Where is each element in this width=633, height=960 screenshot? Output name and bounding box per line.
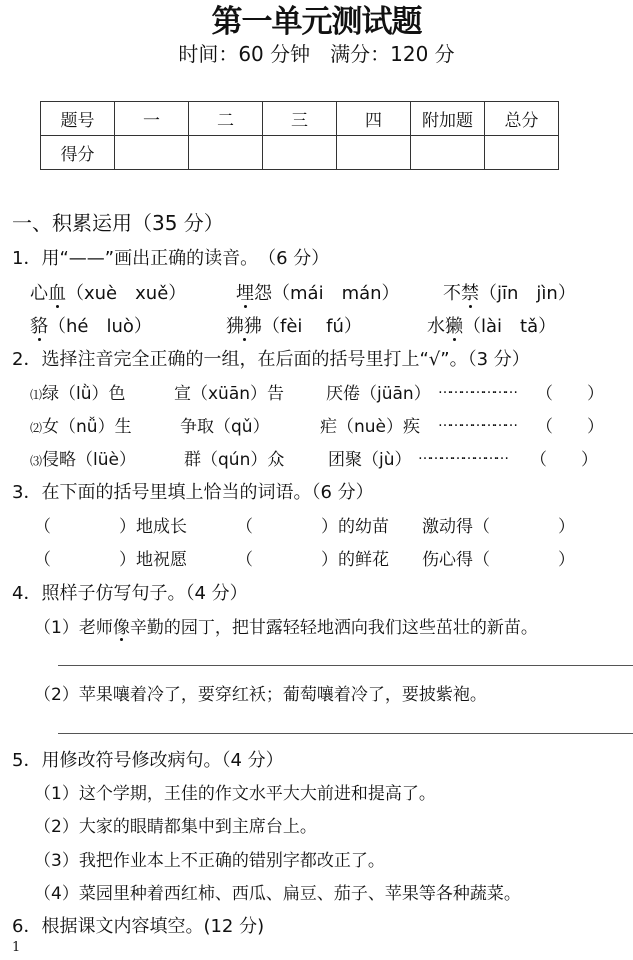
- q2-answer-blank[interactable]: （ ）: [536, 384, 604, 404]
- q5-sentence: （3）我把作业本上不正确的错别字都改正了。: [34, 851, 385, 871]
- page-number: 1: [12, 940, 21, 955]
- page-title: 第一单元测试题: [211, 4, 422, 40]
- question-2-prompt: 2．选择注音完全正确的一组，在后面的括号里打上“√”。（3 分）: [12, 349, 530, 370]
- q1-item-text: 水: [427, 316, 445, 337]
- q2-option-c: 疟（nuè）疾: [320, 417, 421, 437]
- question-6-prompt: 6．根据课文内容填空。(12 分): [12, 916, 265, 937]
- score-cell[interactable]: [337, 136, 411, 170]
- q1-item: [443, 279, 576, 305]
- q2-row: [30, 445, 136, 470]
- emphasized-char: 貉: [30, 312, 48, 338]
- emphasized-char: 血: [48, 279, 66, 305]
- q3-blank-item[interactable]: 伤心得（ ）: [422, 550, 575, 570]
- section-heading: 一、积累运用（35 分）: [12, 211, 224, 235]
- q5-sentence: （2）大家的眼睛都集中到主席台上。: [34, 817, 317, 837]
- score-label-cell: 得分: [41, 136, 115, 170]
- score-table-header-row: [41, 102, 559, 136]
- q2-option-b: 群（qún）众: [184, 450, 285, 470]
- q3-blank-item[interactable]: （ ）地祝愿: [34, 550, 187, 570]
- q2-row: [30, 412, 132, 437]
- q2-answer-blank[interactable]: （ ）: [530, 450, 598, 470]
- q2-option-b: 宣（xüān）告: [174, 384, 285, 404]
- q2-row-label: ⑶: [30, 454, 43, 468]
- header-cell: 题号: [41, 102, 115, 136]
- question-3-prompt: 3．在下面的括号里填上恰当的词语。（6 分）: [12, 482, 374, 503]
- pinyin-options: （xuè xuě）: [66, 283, 187, 304]
- q1-item-text: 不: [443, 283, 461, 304]
- score-table: [40, 101, 559, 170]
- header-cell: 附加题: [411, 102, 485, 136]
- q2-row-label: ⑴: [30, 388, 43, 402]
- pinyin-options: （hé luò）: [48, 316, 152, 337]
- q4-example-sentence-2: （2）苹果嚷着冷了，要穿红袄；葡萄嚷着冷了，要披紫袍。: [34, 685, 487, 705]
- q2-option-c: 团聚（jù）: [328, 450, 412, 470]
- pinyin-options: （lài tǎ）: [463, 316, 557, 337]
- q2-option-a: 侵略（lüè）: [42, 450, 136, 470]
- header-cell: 总分: [485, 102, 559, 136]
- score-cell[interactable]: [263, 136, 337, 170]
- exam-info: 时间：60 分钟 满分：120 分: [178, 42, 455, 66]
- score-cell[interactable]: [189, 136, 263, 170]
- pinyin-options: （mái mán）: [272, 283, 400, 304]
- q1-item-text: 心: [30, 283, 48, 304]
- emphasized-char: 獭: [445, 312, 463, 338]
- pinyin-options: （fèi fú）: [262, 316, 362, 337]
- q2-option-c: 厌倦（jüān）: [326, 384, 431, 404]
- question-5-prompt: 5．用修改符号修改病句。（4 分）: [12, 750, 284, 771]
- pinyin-options: （jīn jìn）: [479, 283, 576, 304]
- q3-blank-item[interactable]: （ ）地成长: [34, 517, 187, 537]
- emphasized-char: 狒狒: [226, 312, 262, 338]
- q2-option-b: 争取（qǔ）: [180, 417, 270, 437]
- q1-item: [226, 312, 362, 338]
- header-cell: 三: [263, 102, 337, 136]
- q1-item: [30, 279, 186, 305]
- header-cell: 一: [115, 102, 189, 136]
- q1-item: [236, 279, 400, 305]
- q4-sentence-text: （1）老师: [34, 618, 113, 638]
- answer-line[interactable]: [58, 733, 633, 734]
- answer-line[interactable]: [58, 665, 633, 666]
- q1-item: [30, 312, 152, 338]
- q4-example-sentence-1: [34, 613, 538, 638]
- q2-leader-dots: …………………: [438, 381, 515, 397]
- q3-blank-item[interactable]: 激动得（ ）: [422, 517, 575, 537]
- q3-blank-item[interactable]: （ ）的鲜花: [236, 550, 389, 570]
- q2-option-a: 绿（lǜ）色: [42, 384, 126, 404]
- score-cell[interactable]: [411, 136, 485, 170]
- q5-sentence: （1）这个学期，王佳的作文水平大大前进和提高了。: [34, 784, 436, 804]
- emphasized-char: 像: [113, 613, 130, 638]
- q2-leader-dots: ……………………: [418, 447, 506, 463]
- q2-row-label: ⑵: [30, 421, 43, 435]
- emphasized-char: 埋: [236, 279, 254, 305]
- q2-option-a: 女（nǚ）生: [42, 417, 132, 437]
- q2-answer-blank[interactable]: （ ）: [536, 417, 604, 437]
- question-4-prompt: 4．照样子仿写句子。（4 分）: [12, 583, 248, 604]
- header-cell: 四: [337, 102, 411, 136]
- q2-row: [30, 379, 126, 404]
- q5-sentence: （4）菜园里种着西红柿、西瓜、扁豆、茄子、苹果等各种蔬菜。: [34, 884, 521, 904]
- q1-item-text: 怨: [254, 283, 272, 304]
- header-cell: 二: [189, 102, 263, 136]
- emphasized-char: 禁: [461, 279, 479, 305]
- score-cell[interactable]: [485, 136, 559, 170]
- score-cell[interactable]: [115, 136, 189, 170]
- q1-item: [427, 312, 556, 338]
- q4-sentence-text: 辛勤的园丁，把甘露轻轻地洒向我们这些茁壮的新苗。: [129, 618, 538, 638]
- q2-leader-dots: …………………: [438, 414, 515, 430]
- question-1-prompt: 1．用“——”画出正确的读音。 （6 分）: [12, 248, 330, 269]
- score-table-score-row: [41, 136, 559, 170]
- q3-blank-item[interactable]: （ ）的幼苗: [236, 517, 389, 537]
